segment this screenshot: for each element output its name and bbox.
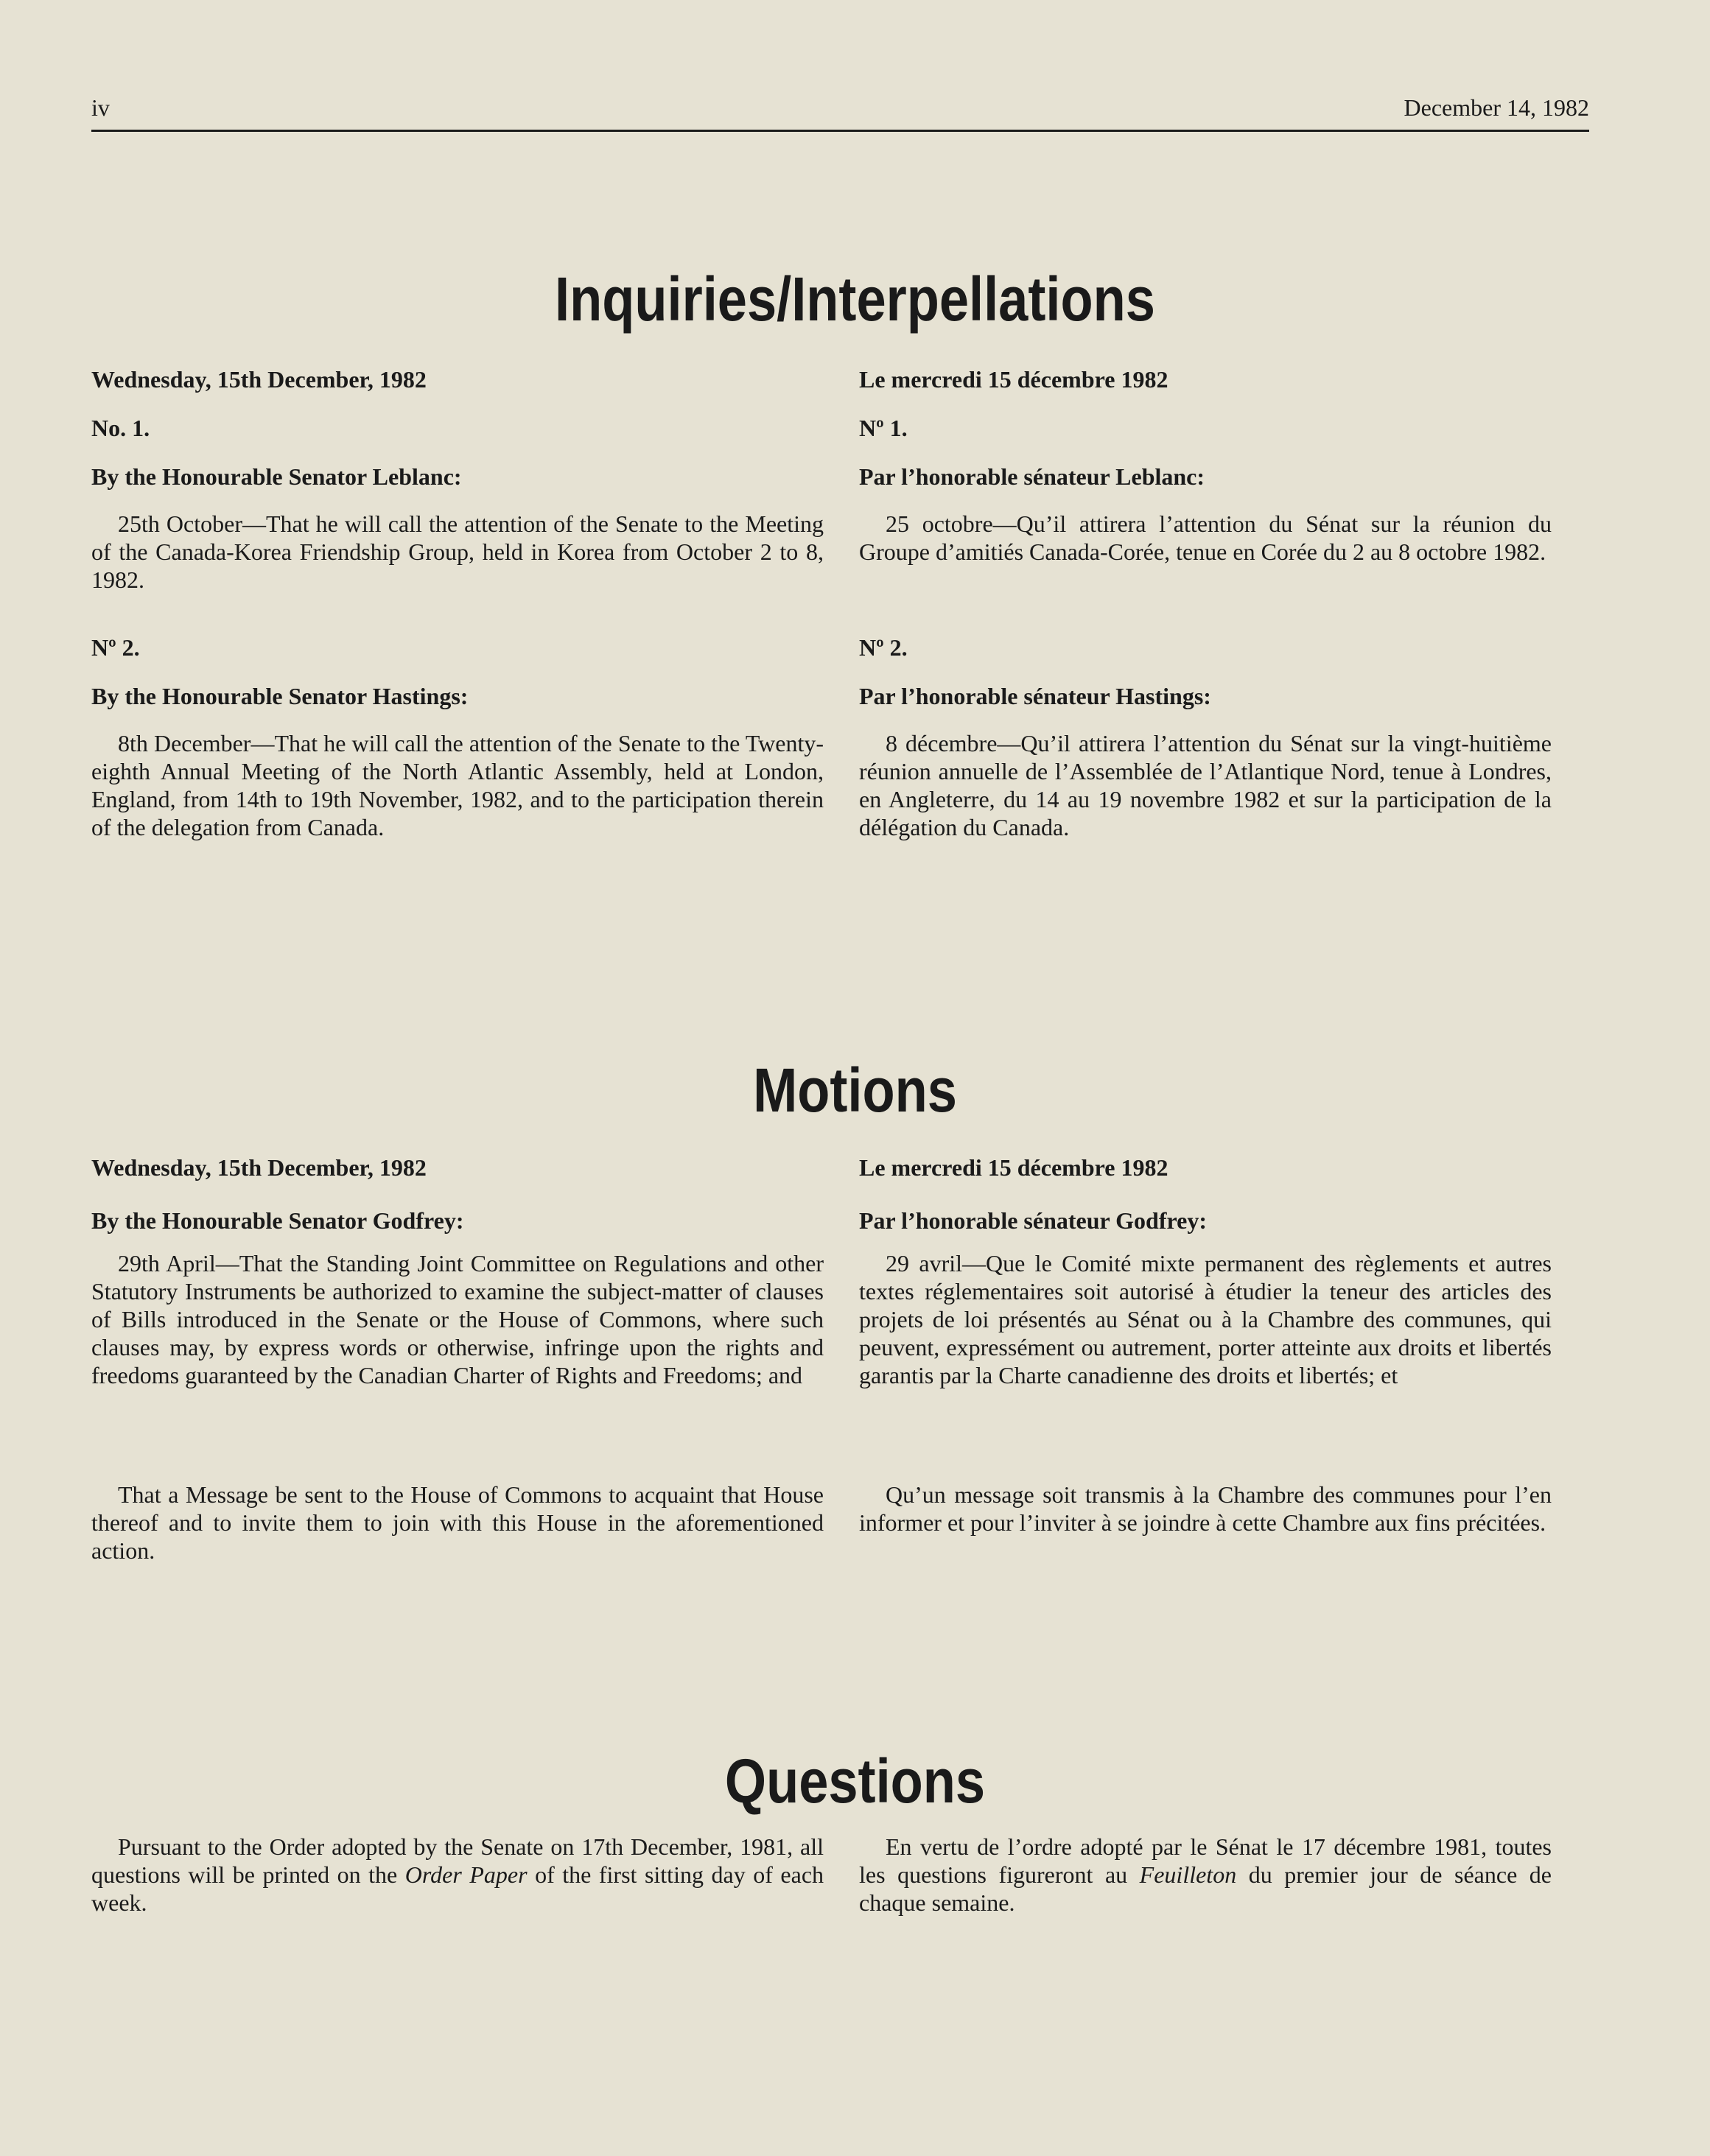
questions-en-text-post: of the first sitting day of each week.	[91, 1861, 824, 1916]
inquiries-title: Inquiries/Interpellations	[555, 264, 1155, 334]
motions-en-by: By the Honourable Senator Godfrey:	[91, 1207, 464, 1234]
running-header	[91, 94, 1589, 127]
inquiries-fr-item2-by: Par l’honorable sénateur Hastings:	[859, 683, 1211, 709]
motions-fr-text2: Qu’un message soit transmis à la Chambre des communes pour l’en informer et pour l’inviter à se joindre à cette Chambre aux fins précitées.	[859, 1481, 1552, 1536]
motions-fr-text1: 29 avril—Que le Comité mixte permanent des règlements et autres textes réglementaires soit autorisé à étudier la teneur des articles des projets de loi présentés au Sénat ou à la Chambre des communes, qui peuvent, expressément ou autrement, porter atteinte aux droits et libertés garantis par la Charte canadienne des droits et libertés; et	[859, 1250, 1552, 1388]
questions-fr-text	[859, 1833, 1552, 1917]
questions-title: Questions	[724, 1746, 986, 1816]
questions-en-order-paper: Order Paper	[404, 1861, 528, 1888]
inquiries-fr-item1-text: 25 octobre—Qu’il attirera l’attention du Sénat sur la réunion du Groupe d’amitiés Canada-Corée, tenue en Corée du 2 au 8 octobre 1982.	[859, 510, 1552, 565]
motions-fr-by: Par l’honorable sénateur Godfrey:	[859, 1207, 1207, 1234]
inquiries-fr-item1-by: Par l’honorable sénateur Leblanc:	[859, 463, 1205, 490]
page-number: iv	[91, 94, 110, 121]
header-rule	[91, 130, 1589, 132]
questions-fr-feuilleton: Feuilleton	[1139, 1861, 1237, 1888]
questions-fr-text-post: du premier jour de séance de chaque semaine.	[859, 1861, 1552, 1916]
header-date: December 14, 1982	[1404, 94, 1589, 121]
inquiries-fr-item2-number: Nº 2.	[859, 634, 908, 661]
inquiries-fr-date: Le mercredi 15 décembre 1982	[859, 366, 1168, 393]
inquiries-fr-item1-number: Nº 1.	[859, 415, 908, 441]
motions-fr-date: Le mercredi 15 décembre 1982	[859, 1154, 1168, 1181]
inquiries-en-item2-text: 8th December—That he will call the attention of the Senate to the Twenty-eighth Annual Meeting of the North Atlantic Assembly, held at London, England, from 14th to 19th November, 1982, and to the participation therein of the delegation from Canada.	[91, 730, 824, 840]
questions-en-text	[91, 1833, 824, 1917]
inquiries-en-item2-by: By the Honourable Senator Hastings:	[91, 683, 469, 709]
motions-en-text2: That a Message be sent to the House of Commons to acquaint that House thereof and to invite them to join with this House in the aforementioned action.	[91, 1481, 824, 1564]
motions-en-text1: 29th April—That the Standing Joint Committee on Regulations and other Statutory Instruments be authorized to examine the subject-matter of clauses of Bills introduced in the Senate or the House of Commons, where such clauses may, by express words or otherwise, infringe upon the rights and freedoms guaranteed by the Canadian Charter of Rights and Freedoms; and	[91, 1250, 824, 1388]
inquiries-en-item1-text: 25th October—That he will call the attention of the Senate to the Meeting of the Canada-Korea Friendship Group, held in Korea from October 2 to 8, 1982.	[91, 510, 824, 593]
motions-title: Motions	[753, 1056, 957, 1125]
inquiries-en-date: Wednesday, 15th December, 1982	[91, 366, 427, 393]
questions-en-text-pre: Pursuant to the Order adopted by the Senate on 17th December, 1981, all questions will be printed on the	[91, 1833, 824, 1888]
inquiries-en-item1-number: No. 1.	[91, 415, 150, 441]
inquiries-en-item1-by: By the Honourable Senator Leblanc:	[91, 463, 462, 490]
inquiries-en-item2-number: Nº 2.	[91, 634, 140, 661]
inquiries-fr-item2-text: 8 décembre—Qu’il attirera l’attention du Sénat sur la vingt-huitième réunion annuelle de l’Assemblée de l’Atlantique Nord, tenue à Londres, en Angleterre, du 14 au 19 novembre 1982 et sur la participation de la délégation du Canada.	[859, 730, 1552, 840]
questions-fr-text-pre: En vertu de l’ordre adopté par le Sénat le 17 décembre 1981, toutes les questions figureront au	[859, 1833, 1552, 1888]
motions-en-date: Wednesday, 15th December, 1982	[91, 1154, 427, 1181]
